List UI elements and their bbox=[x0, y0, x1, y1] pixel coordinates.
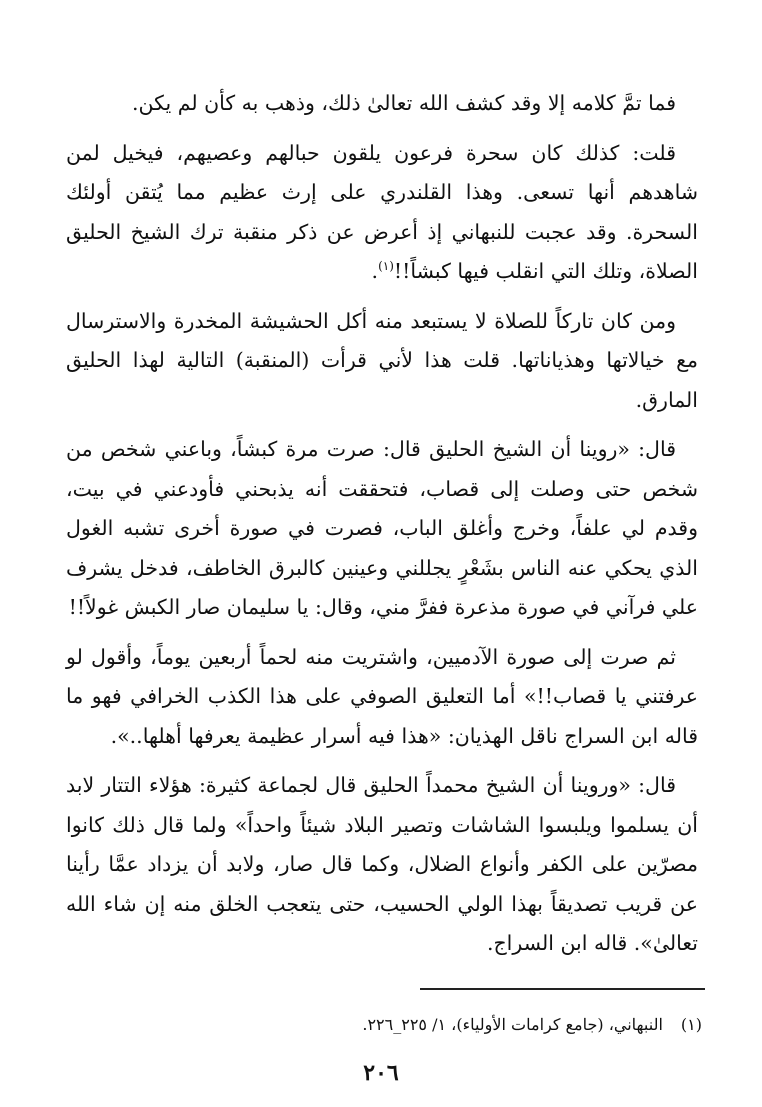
paragraph-2-text: قلت: كذلك كان سحرة فرعون يلقون حبالهم وعصيهم، فيخيل لمن شاهدهم أنها تسعى. وهذا القلندري على إرث عظيم مما يُتقن أولئك السحرة. وقد عجبت للنبهاني إذ أعرض عن ذكر منقبة ترك الشيخ الحليق الصلاة، وتلك التي انقلب فيها كبشاً!! bbox=[66, 140, 698, 283]
footnote-text: النبهاني، (جامع كرامات الأولياء)، ١/ ٢٢٥_٢٢٦. bbox=[362, 1015, 663, 1034]
paragraph-4-text: قال: «روينا أن الشيخ الحليق قال: صرت مرة كبشاً، وباعني شخص من شخص حتى وصلت إلى قصاب، فتحققت أنه يذبحني فأودعني في بيت، وقدم لي علفاً، وخرج وأغلق الباب، فصرت في صورة أخرى تشبه الغول الذي يحكي عنه الناس بشَعْرٍ يجللني وعينين كالبرق الخاطف، فدخل يشرف علي فرآني في صورة مذعرة ففرَّ مني، وقال: يا سليمان صار الكبش غولاً!! bbox=[66, 437, 698, 619]
paragraph-2-tail: . bbox=[371, 259, 379, 283]
paragraph-5 bbox=[66, 638, 698, 757]
page-number: ٢٠٦ bbox=[363, 1060, 399, 1086]
paragraph-6 bbox=[66, 766, 698, 964]
main-text bbox=[66, 84, 698, 974]
footnote bbox=[66, 1012, 702, 1038]
paragraph-3-text: ومن كان تاركاً للصلاة لا يستبعد منه أكل الحشيشة المخدرة والاسترسال مع خيالاتها وهذياناتها. قلت هذا لأني قرأت (المنقبة) التالية لهذا الحليق المارق. bbox=[66, 308, 698, 412]
paragraph-1 bbox=[66, 84, 698, 124]
paragraph-2 bbox=[66, 134, 698, 292]
paragraph-3 bbox=[66, 302, 698, 421]
paragraph-1-text: فما تمَّ كلامه إلا وقد كشف الله تعالىٰ ذلك، وذهب به كأن لم يكن. bbox=[132, 91, 676, 115]
footnote-number: (١) bbox=[680, 1015, 702, 1034]
paragraph-4 bbox=[66, 430, 698, 628]
footnote-ref[interactable]: (١) bbox=[378, 259, 394, 274]
paragraph-6-text: قال: «وروينا أن الشيخ محمداً الحليق قال لجماعة كثيرة: هؤلاء التتار لابد أن يسلموا ويلبسوا الشاشات وتصير البلاد شيئاً واحداً» ولما قال ذلك كانوا مصرّين على الكفر وأنواع الضلال، وكما قال صار، ولابد أن يزداد عمَّا رأينا عن قريب تصديقاً بهذا الولي الحسيب، حتى يتعجب الخلق منه إن شاء الله تعالىٰ». قاله ابن السراج. bbox=[66, 773, 698, 955]
footnote-divider bbox=[420, 988, 705, 990]
paragraph-5-text: ثم صرت إلى صورة الآدميين، واشتريت منه لحماً أربعين يوماً، وأقول لو عرفتني يا قصاب!!» أما التعليق الصوفي على هذا الكذب الخرافي فهو ما قاله ابن السراج ناقل الهذيان: «هذا فيه أسرار عظيمة يعرفها أهلها..». bbox=[66, 644, 698, 748]
